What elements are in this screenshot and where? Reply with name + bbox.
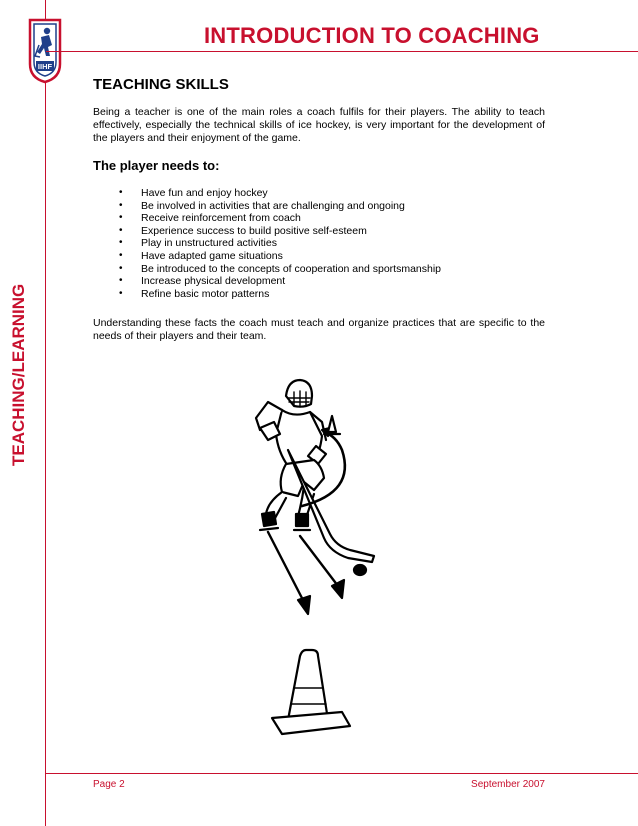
list-item-text: Increase physical development — [141, 275, 286, 288]
list-item — [93, 237, 545, 250]
bullet-glyph: • — [119, 249, 123, 261]
hockey-player-illustration — [238, 374, 388, 746]
page-number: Page 2 — [93, 779, 125, 790]
footer-date: September 2007 — [471, 779, 545, 790]
list-item — [93, 187, 545, 200]
list-item — [93, 250, 545, 263]
list-item-text: Have adapted game situations — [141, 249, 283, 262]
list-item-text: Experience success to build positive self-esteem — [141, 224, 367, 237]
list-item-text: Be involved in activities that are challenging and ongoing — [141, 199, 405, 212]
left-margin-rule — [45, 0, 46, 826]
page-title: INTRODUCTION TO COACHING — [204, 23, 540, 48]
section-side-label: TEACHING/LEARNING — [9, 283, 28, 466]
needs-heading: The player needs to: — [93, 158, 220, 173]
list-item — [93, 263, 545, 276]
list-item — [93, 225, 545, 238]
list-item-text: Refine basic motor patterns — [141, 287, 270, 300]
closing-paragraph: Understanding these facts the coach must teach and organize practices that are specific to the needs of their players and their team. — [93, 317, 545, 343]
main-content — [93, 74, 545, 343]
section-heading: TEACHING SKILLS — [93, 76, 229, 93]
list-item — [93, 200, 545, 213]
list-item-text: Play in unstructured activities — [141, 237, 277, 250]
list-item-text: Have fun and enjoy hockey — [141, 187, 268, 199]
bullet-glyph: • — [119, 287, 123, 299]
bullet-glyph: • — [119, 237, 123, 249]
bullet-glyph: • — [119, 187, 123, 198]
intro-paragraph: Being a teacher is one of the main roles a coach fulfils for their players. The ability to teach effectively, especially the technical skills of ice hockey, is very important for the development of the players and their enjoyment of the game. — [93, 106, 545, 144]
header-rule — [46, 51, 638, 52]
bullet-glyph: • — [119, 199, 123, 211]
needs-list — [93, 187, 545, 300]
list-item — [93, 212, 545, 225]
bullet-glyph: • — [119, 275, 123, 287]
bullet-glyph: • — [119, 262, 123, 274]
bullet-glyph: • — [119, 224, 123, 236]
list-item — [93, 275, 545, 288]
footer-rule — [46, 773, 638, 774]
logo-text: IIHF — [37, 62, 53, 71]
list-item-text: Receive reinforcement from coach — [141, 212, 301, 225]
list-item — [93, 288, 545, 301]
list-item-text: Be introduced to the concepts of cooperation and sportsmanship — [141, 262, 442, 275]
bullet-glyph: • — [119, 212, 123, 224]
